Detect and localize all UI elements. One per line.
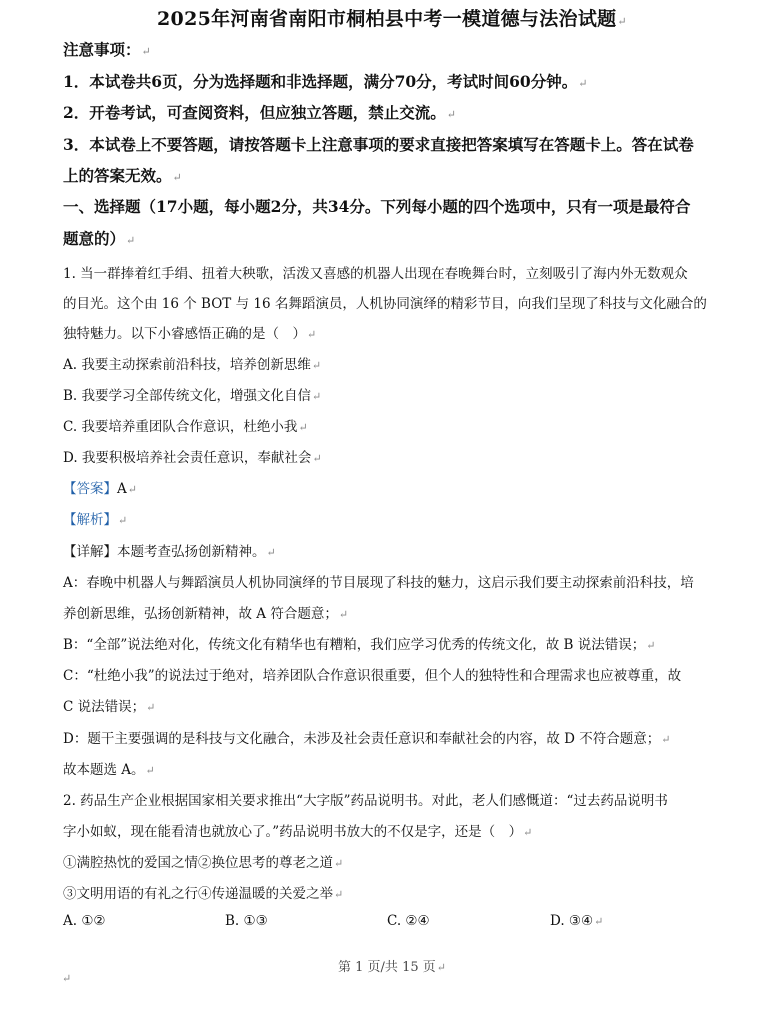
document-title: 2025年河南省南阳市桐柏县中考一模道德与法治试题↵ [157,8,627,30]
q2-option-d: D. ③④↵ [550,913,604,929]
q1-detail-line-3: 养创新思维，弘扬创新精神，故 A 符合题意；↵ [63,606,349,622]
notice-item-2: 2．开卷考试，可查阅资料，但应独立答题，禁止交流。↵ [63,103,457,122]
q1-option-a: A. 我要主动探索前沿科技，培养创新思维↵ [63,357,322,373]
q1-detail-line-2: A：春晚中机器人与舞蹈演员人机协同演绎的节目展现了科技的魅力，这启示我们要主动探索前沿科技，培 [63,575,694,591]
q1-detail-line-6: C 说法错误；↵ [63,699,156,715]
q1-detail-line-7: D：题干主要强调的是科技与文化融合，未涉及社会责任意识和奉献社会的内容，故 D 不符合题意；↵ [63,731,671,747]
page-footer: 第 1 页/共 15 页↵ [338,960,446,975]
notice-item-3: 3．本试卷上不要答题，请按答题卡上注意事项的要求直接把答案填写在答题卡上。答在试卷 [63,135,694,154]
notice-item-1: 1．本试卷共6页，分为选择题和非选择题，满分70分，考试时间60分钟。↵ [63,72,588,91]
section-heading: 一、选择题（17小题，每小题2分，共34分。下列每小题的四个选项中，只有一项是最符合 [63,197,691,216]
q2-stem-line-1: 2. 药品生产企业根据国家相关要求推出“大字版”药品说明书。对此，老人们感慨道：“过去药品说明书 [63,793,668,809]
paragraph-mark: ↵ [62,972,72,985]
notice-item-3-cont: 上的答案无效。↵ [63,166,182,185]
q1-detail-line-1: 【详解】本题考查弘扬创新精神。↵ [63,544,276,560]
q2-statements-2: ③文明用语的有礼之行④传递温暖的关爱之举↵ [63,886,344,902]
q2-option-a: A. ①② [63,913,106,929]
q1-option-c: C. 我要培养重团队合作意识，杜绝小我↵ [63,419,308,435]
q2-option-b: B. ①③ [225,913,268,929]
q1-stem-line-1: 1. 当一群捧着红手绢、扭着大秧歌，活泼又喜感的机器人出现在春晚舞台时，立刻吸引了海内外无数观众 [63,266,688,282]
q1-analysis-label: 【解析】↵ [63,512,128,528]
q1-answer: 【答案】A↵ [63,481,137,497]
q1-stem-line-3: 独特魅力。以下小睿感悟正确的是（ ）↵ [63,326,317,342]
q1-detail-line-4: B：“全部”说法绝对化，传统文化有精华也有糟粕，我们应学习优秀的传统文化，故 B 说法错误；↵ [63,637,656,653]
section-heading-cont: 题意的）↵ [63,229,136,248]
q1-option-d: D. 我要积极培养社会责任意识，奉献社会↵ [63,450,322,466]
q1-detail-line-5: C：“杜绝小我”的说法过于绝对，培养团队合作意识很重要，但个人的独特性和合理需求也应被尊重，故 [63,668,682,684]
q2-stem-line-2: 字小如蚁，现在能看清也就放心了。”药品说明书放大的不仅是字，还是（ ）↵ [63,824,533,840]
q2-statements-1: ①满腔热忱的爱国之情②换位思考的尊老之道↵ [63,855,344,871]
q2-option-c: C. ②④ [387,913,430,929]
notice-heading: 注意事项：↵ [63,40,151,59]
q1-detail-line-8: 故本题选 A。↵ [63,762,155,778]
q1-stem-line-2: 的目光。这个由 16 个 BOT 与 16 名舞蹈演员，人机协同演绎的精彩节目，向我们呈现了科技与文化融合的 [63,296,707,312]
q1-option-b: B. 我要学习全部传统文化，增强文化自信↵ [63,388,322,404]
